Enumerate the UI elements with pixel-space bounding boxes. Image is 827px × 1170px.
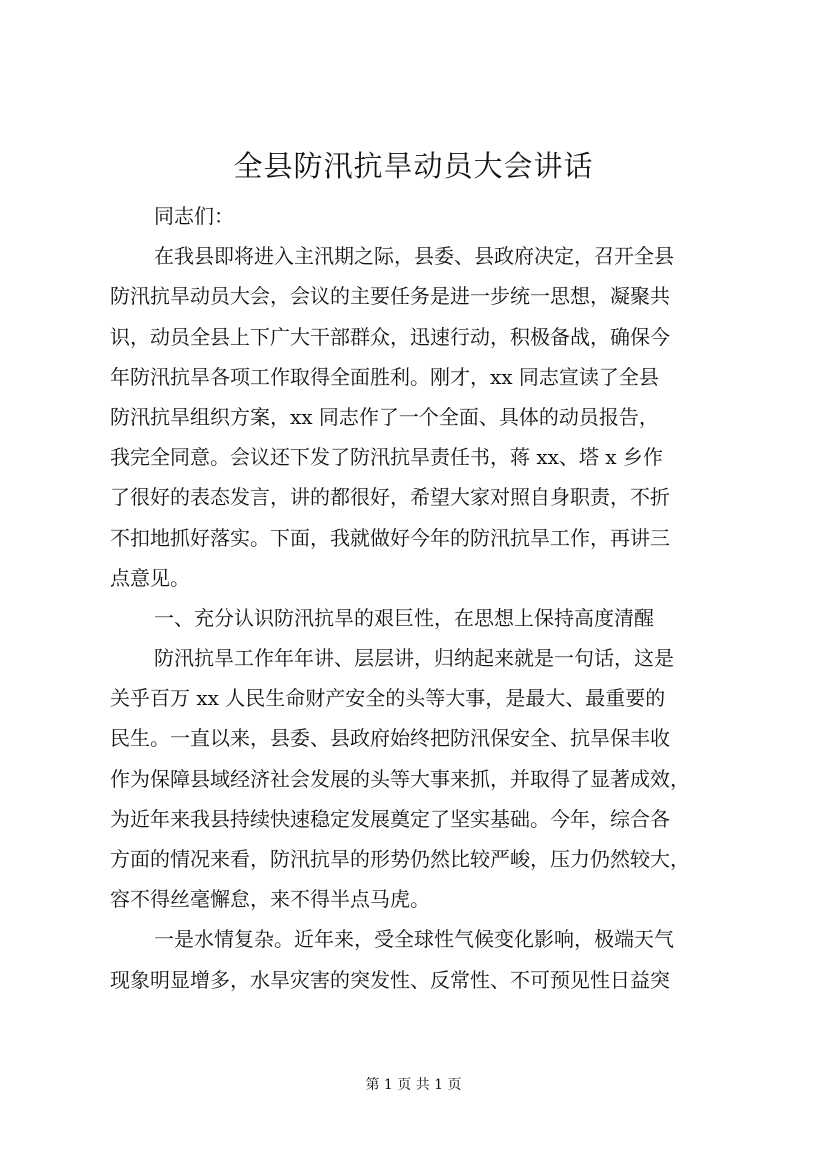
paragraph-line: 防汛抗旱组织方案，xx 同志作了一个全面、具体的动员报告， <box>110 404 659 429</box>
paragraph-line: 一是水情复杂。近年来，受全球性气候变化影响，极端天气 <box>154 927 674 952</box>
paragraph-line: 点意见。 <box>110 565 190 590</box>
paragraph-line: 民生。一直以来，县委、县政府始终把防汛保安全、抗旱保丰收 <box>110 726 670 751</box>
salutation-line: 同志们： <box>154 204 234 228</box>
paragraph-line: 我完全同意。会议还下发了防汛抗旱责任书，蒋 xx、塔 x 乡作 <box>110 445 663 470</box>
document-body <box>110 196 722 1000</box>
paragraph-line: 为近年来我县持续快速稳定发展奠定了坚实基础。今年，综合各 <box>110 806 670 831</box>
page-footer: 第 1 页 共 1 页 <box>365 1077 462 1093</box>
paragraph-line: 作为保障县域经济社会发展的头等大事来抓，并取得了显著成效， <box>110 766 690 791</box>
paragraph-line: 关乎百万 xx 人民生命财产安全的头等大事，是最大、最重要的 <box>110 686 666 711</box>
paragraph-line: 识，动员全县上下广大干部群众，迅速行动，积极备战，确保今 <box>110 324 670 349</box>
paragraph-line: 了很好的表态发言，讲的都很好，希望大家对照自身职责，不折 <box>110 485 670 510</box>
paragraph-line: 防汛抗旱动员大会，会议的主要任务是进一步统一思想，凝聚共 <box>110 284 670 309</box>
paragraph-line: 防汛抗旱工作年年讲、层层讲，归纳起来就是一句话，这是 <box>154 646 674 671</box>
paragraph-line: 年防汛抗旱各项工作取得全面胜利。刚才，xx 同志宣读了全县 <box>110 364 659 389</box>
paragraph-line: 现象明显增多，水旱灾害的突发性、反常性、不可预见性日益突 <box>110 967 670 992</box>
document-title: 全县防汛抗旱动员大会讲话 <box>233 149 594 183</box>
section-heading: 一、充分认识防汛抗旱的艰巨性，在思想上保持高度清醒 <box>154 605 654 630</box>
paragraph-line: 在我县即将进入主汛期之际，县委、县政府决定，召开全县 <box>154 244 674 269</box>
paragraph-line: 不扣地抓好落实。下面，我就做好今年的防汛抗旱工作，再讲三 <box>110 525 670 550</box>
paragraph-line: 容不得丝毫懈怠，来不得半点马虎。 <box>110 887 430 912</box>
paragraph-line: 方面的情况来看，防汛抗旱的形势仍然比较严峻，压力仍然较大， <box>110 847 690 871</box>
